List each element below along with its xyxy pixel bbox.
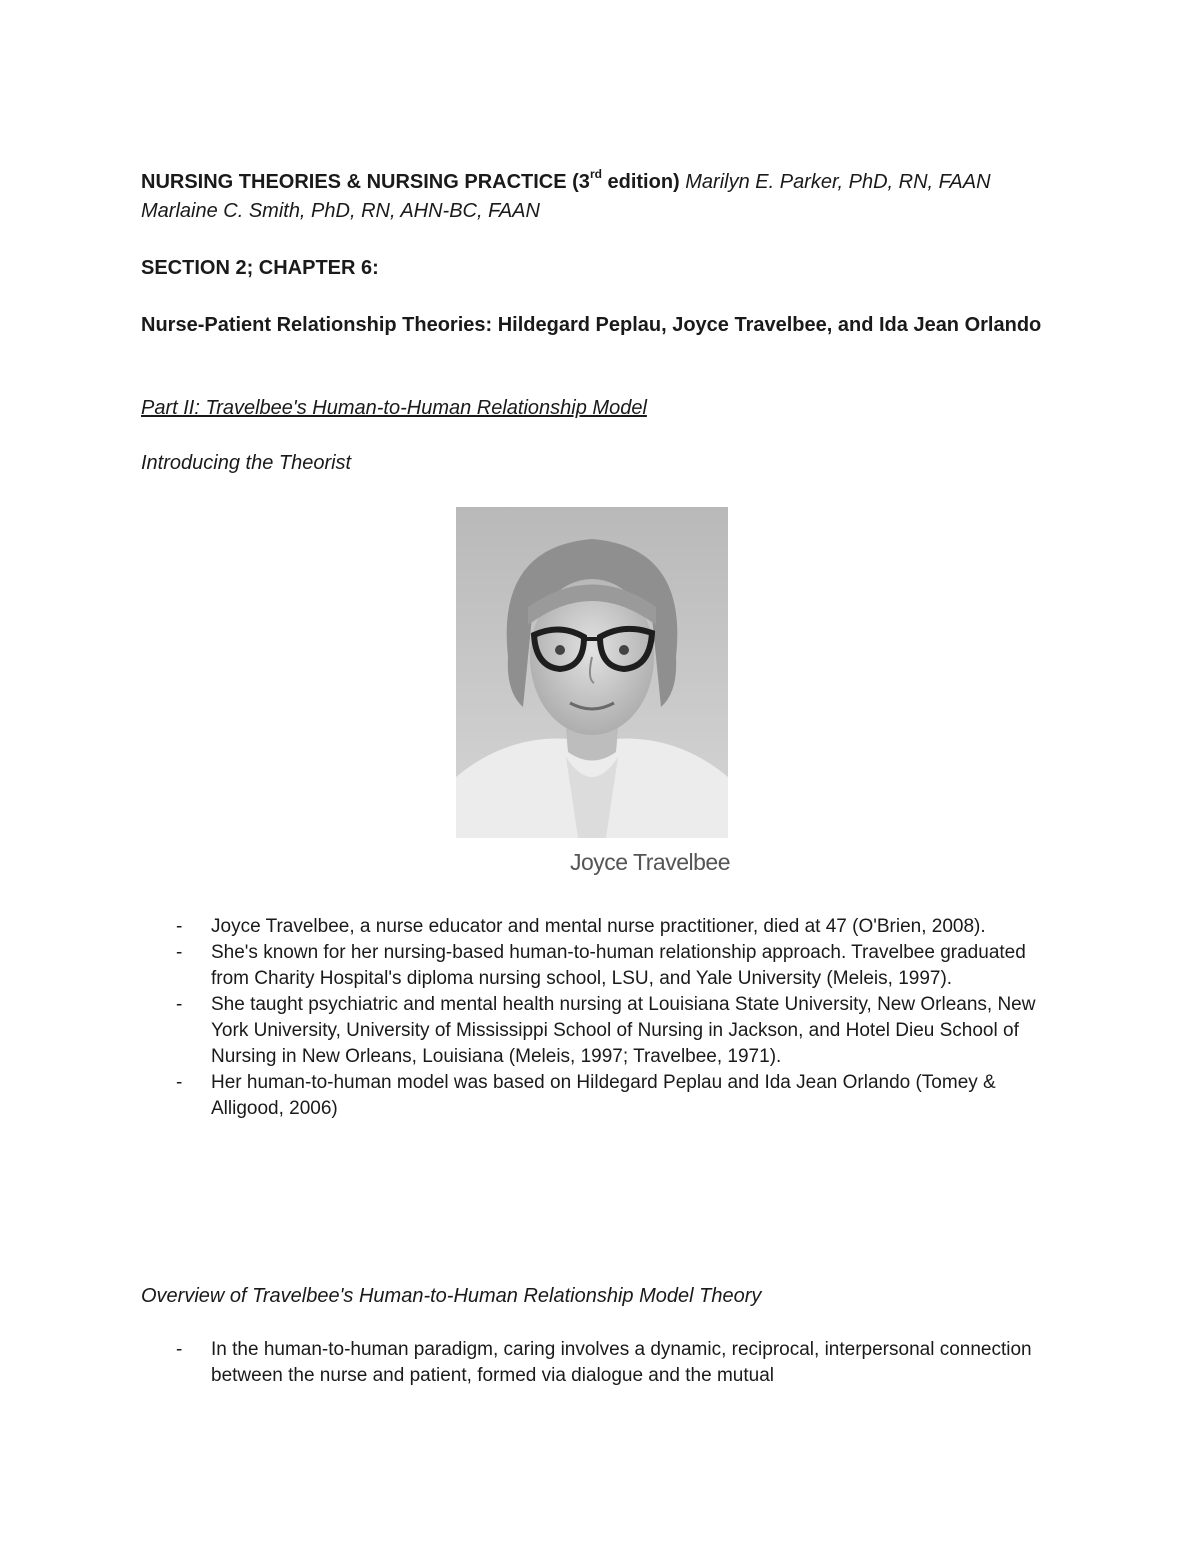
portrait-photo-icon [456,507,728,838]
overview-heading: Overview of Travelbee's Human-to-Human Relationship Model Theory [141,1285,762,1307]
bullet-dash: - [176,994,183,1015]
list-item [0,940,1051,992]
book-title-end: edition) [601,171,680,193]
portrait-photo [456,507,728,838]
list-item-text: Joyce Travelbee, a nurse educator and mental nurse practitioner, died at 47 (O'Brien, 2008). [211,916,986,937]
book-reference [141,168,1051,226]
bullet-dash: - [176,1072,183,1093]
section-heading: SECTION 2; CHAPTER 6: [141,257,379,279]
overview-bullet-list [0,1337,1100,1389]
chapter-title: Nurse-Patient Relationship Theories: Hildegard Peplau, Joyce Travelbee, and Ida Jean Orlando [141,314,1042,336]
bullet-dash: - [176,942,183,963]
list-item-text: In the human-to-human paradigm, caring involves a dynamic, reciprocal, interpersonal connection between the nurse and patient, formed via dialogue and the mutual [211,1339,1032,1386]
photo-caption: Joyce Travelbee [570,849,730,875]
list-item [0,992,1051,1070]
list-item-text: She's known for her nursing-based human-to-human relationship approach. Travelbee graduated from Charity Hospital's diploma nursing school, LSU, and Yale University (Meleis, 1997). [211,942,1026,989]
bullet-dash: - [176,916,183,937]
bullet-dash: - [176,1339,183,1360]
list-item [0,1337,1051,1389]
list-item [0,1070,1051,1122]
book-title: NURSING THEORIES & NURSING PRACTICE (3 [141,171,590,193]
part-heading: Part II: Travelbee's Human-to-Human Relationship Model [141,397,647,419]
list-item-text: Her human-to-human model was based on Hildegard Peplau and Ida Jean Orlando (Tomey & Alligood, 2006) [211,1072,996,1119]
intro-heading: Introducing the Theorist [141,452,352,474]
book-authors: Marilyn E. Parker, PhD, RN, FAAN Marlaine C. Smith, PhD, RN, AHN-BC, FAAN [141,171,991,222]
list-item [0,914,1051,940]
edition-superscript: rd [589,167,602,182]
theorist-bullet-list [0,914,1100,1122]
list-item-text: She taught psychiatric and mental health nursing at Louisiana State University, New Orleans, New York University, University of Mississippi School of Nursing in Jackson, and Hotel Dieu School of Nursing in New Orleans, Louisiana (Meleis, 1997; Travelbee, 1971). [211,994,1036,1067]
